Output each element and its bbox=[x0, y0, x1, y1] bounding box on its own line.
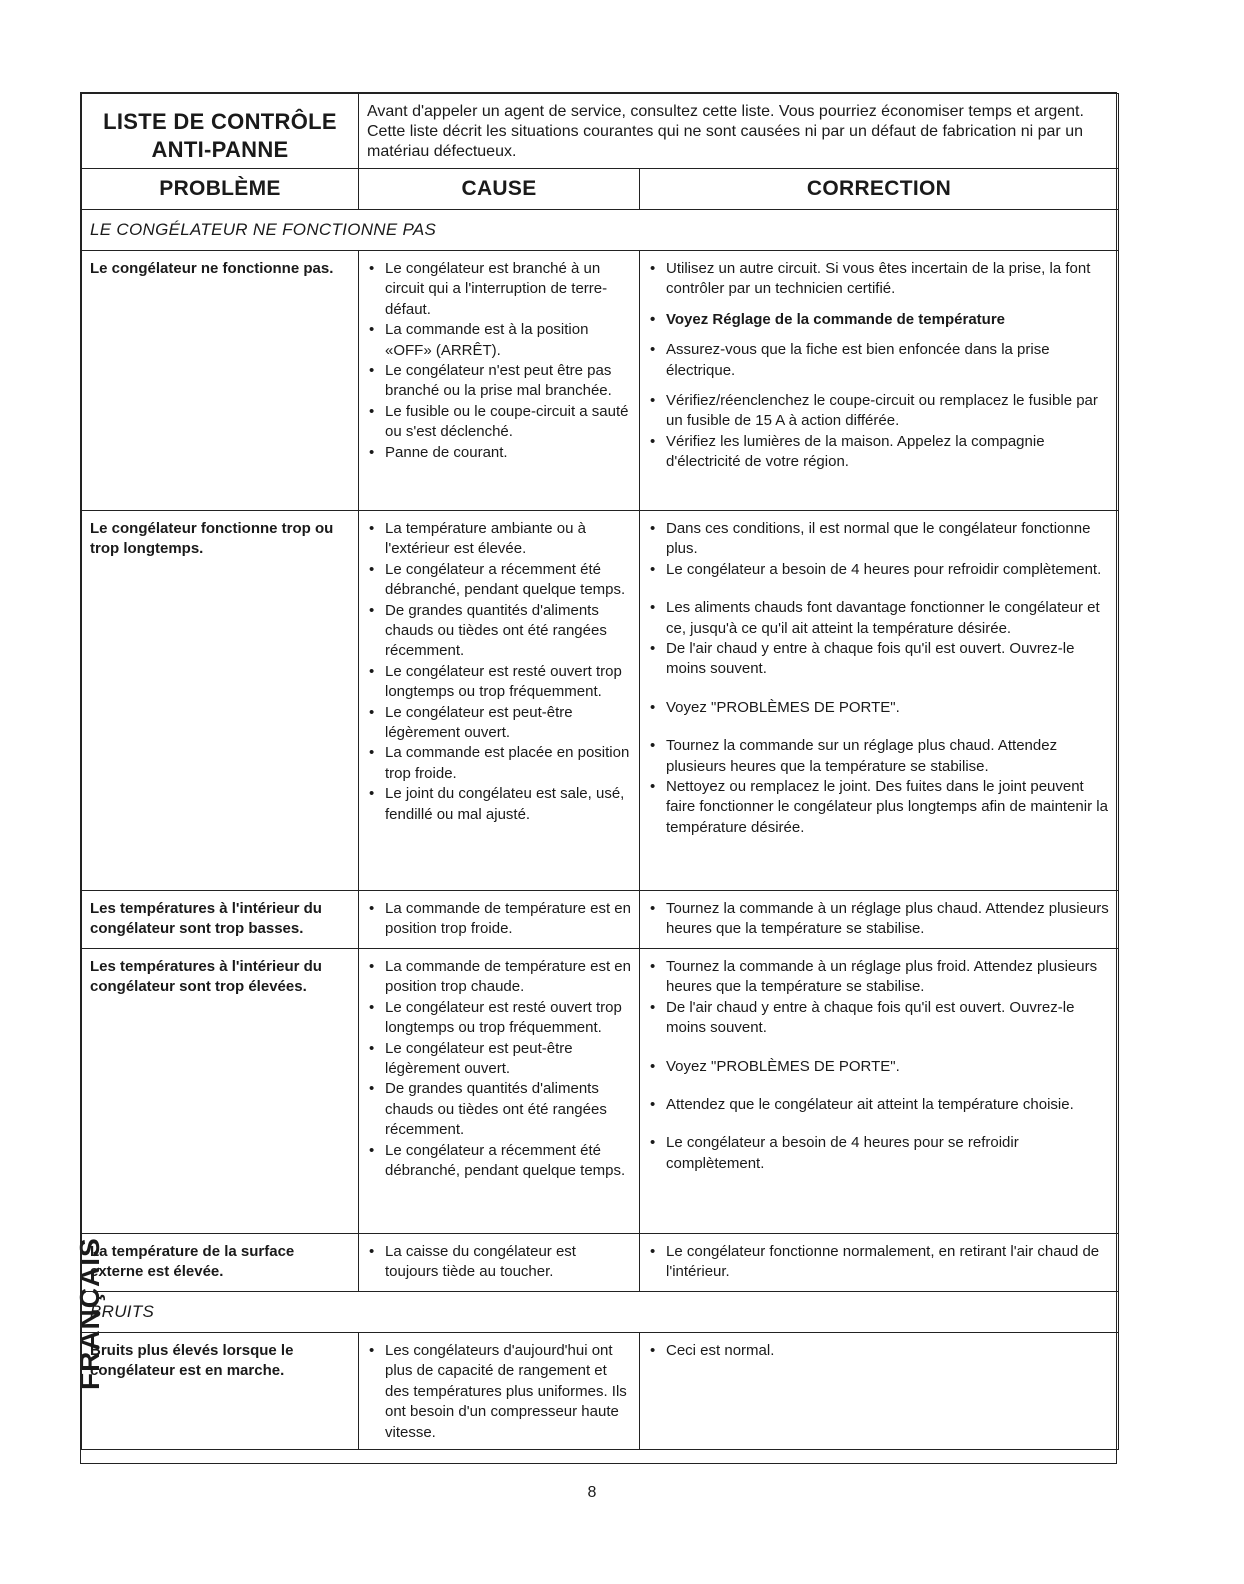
cause-item: • Le congélateur n'est peut être pas branché ou la prise mal branchée. bbox=[385, 361, 633, 402]
cause-item: • Le congélateur est resté ouvert trop longtemps ou trop fréquemment. bbox=[385, 662, 633, 703]
page-number: 8 bbox=[587, 1484, 597, 1501]
cause-item: • Panne de courant. bbox=[385, 443, 633, 463]
table-row bbox=[82, 1234, 1119, 1292]
cause-item: • Le congélateur est peut-être légèrement ouvert. bbox=[385, 1039, 633, 1080]
cause-item: • Le congélateur est branché à un circuit qui a l'interruption de terre-défaut. bbox=[385, 259, 633, 320]
intro-text: Avant d'appeler un agent de service, consultez cette liste. Vous pourriez économiser temps et argent. Cette liste décrit les situations courantes qui ne sont causées ni par un défaut de fabrication ni par un matériau défectueux. bbox=[359, 94, 1119, 169]
cause-item: • La commande est placée en position trop froide. bbox=[385, 743, 633, 784]
cause-item: • Le joint du congélateu est sale, usé, fendillé ou mal ajusté. bbox=[385, 784, 633, 825]
header-correction: CORRECTION bbox=[640, 169, 1119, 210]
correction-item: • Nettoyez ou remplacez le joint. Des fuites dans le joint peuvent faire fonctionner le congélateur plus longtemps afin de maintenir la température désirée. bbox=[666, 777, 1112, 838]
problem-cell: La température de la surface externe est élevée. bbox=[82, 1234, 359, 1292]
problem-cell: Bruits plus élevés lorsque le congélateur est en marche. bbox=[82, 1333, 359, 1450]
correction-item: • Assurez-vous que la fiche est bien enfoncée dans la prise électrique. bbox=[666, 340, 1112, 381]
header-problem: PROBLÈME bbox=[82, 169, 359, 210]
cause-item: • Le congélateur est peut-être légèrement ouvert. bbox=[385, 703, 633, 744]
correction-item: • Tournez la commande sur un réglage plus chaud. Attendez plusieurs heures que la température se stabilise. bbox=[666, 736, 1112, 777]
problem-cell: Le congélateur ne fonctionne pas. bbox=[82, 251, 359, 511]
section-row bbox=[82, 210, 1119, 251]
cause-item: • La température ambiante ou à l'extérieur est élevée. bbox=[385, 519, 633, 560]
correction-item: • De l'air chaud y entre à chaque fois qu'il est ouvert. Ouvrez-le moins souvent. bbox=[666, 998, 1112, 1039]
problem-cell: Les températures à l'intérieur du congélateur sont trop élevées. bbox=[82, 949, 359, 1234]
section-heading: BRUITS bbox=[82, 1292, 1119, 1333]
correction-item: • Utilisez un autre circuit. Si vous êtes incertain de la prise, la font contrôler par un technicien certifié. bbox=[666, 259, 1112, 300]
table-row bbox=[82, 1333, 1119, 1450]
correction-item: • Le congélateur fonctionne normalement, en retirant l'air chaud de l'intérieur. bbox=[666, 1242, 1112, 1283]
page-title bbox=[82, 94, 359, 169]
cause-cell bbox=[359, 891, 640, 949]
correction-item: • Ceci est normal. bbox=[666, 1341, 1112, 1361]
language-side-label bbox=[46, 1237, 105, 1390]
cause-item: • De grandes quantités d'aliments chauds ou tièdes ont été rangées récemment. bbox=[385, 601, 633, 662]
cause-item: • Le congélateur est resté ouvert trop longtemps ou trop fréquemment. bbox=[385, 998, 633, 1039]
table-row bbox=[82, 251, 1119, 511]
section-row bbox=[82, 1292, 1119, 1333]
table-row bbox=[82, 949, 1119, 1234]
correction-cell bbox=[640, 891, 1119, 949]
problem-cell: Le congélateur fonctionne trop ou trop longtemps. bbox=[82, 511, 359, 891]
correction-item: • Voyez Réglage de la commande de température bbox=[666, 310, 1112, 330]
correction-item: • Le congélateur a besoin de 4 heures pour refroidir complètement. bbox=[666, 560, 1112, 580]
column-header-row bbox=[82, 169, 1119, 210]
cause-item: • La commande de température est en position trop froide. bbox=[385, 899, 633, 940]
correction-item: • Tournez la commande à un réglage plus chaud. Attendez plusieurs heures que la température se stabilise. bbox=[666, 899, 1112, 940]
title-row bbox=[82, 94, 1119, 169]
cause-cell bbox=[359, 511, 640, 891]
cause-item: • La commande de température est en position trop chaude. bbox=[385, 957, 633, 998]
title-line-1: LISTE DE CONTRÔLE bbox=[103, 109, 337, 134]
side-label-text: FRANÇAIS bbox=[74, 1237, 105, 1390]
cause-cell bbox=[359, 251, 640, 511]
correction-item: • Dans ces conditions, il est normal que le congélateur fonctionne plus. bbox=[666, 519, 1112, 560]
problem-cell: Les températures à l'intérieur du congélateur sont trop basses. bbox=[82, 891, 359, 949]
cause-item: • Les congélateurs d'aujourd'hui ont plus de capacité de rangement et des températures plus uniformes. Ils ont besoin d'un compresseur haute vitesse. bbox=[385, 1341, 633, 1443]
correction-cell bbox=[640, 949, 1119, 1234]
correction-cell bbox=[640, 1234, 1119, 1292]
correction-cell bbox=[640, 251, 1119, 511]
section-heading: LE CONGÉLATEUR NE FONCTIONNE PAS bbox=[82, 210, 1119, 251]
table-row bbox=[82, 511, 1119, 891]
cause-item: • Le congélateur a récemment été débranché, pendant quelque temps. bbox=[385, 560, 633, 601]
cause-item: • Le congélateur a récemment été débranché, pendant quelque temps. bbox=[385, 1141, 633, 1182]
correction-item: • Tournez la commande à un réglage plus froid. Attendez plusieurs heures que la température se stabilise. bbox=[666, 957, 1112, 998]
table-row bbox=[82, 891, 1119, 949]
correction-item: • Attendez que le congélateur ait atteint la température choisie. bbox=[666, 1095, 1112, 1115]
correction-item: • Voyez "PROBLÈMES DE PORTE". bbox=[666, 698, 1112, 718]
correction-item: • Les aliments chauds font davantage fonctionner le congélateur et ce, jusqu'à ce qu'il ait atteint la température désirée. bbox=[666, 598, 1112, 639]
correction-cell bbox=[640, 511, 1119, 891]
correction-item: • De l'air chaud y entre à chaque fois qu'il est ouvert. Ouvrez-le moins souvent. bbox=[666, 639, 1112, 680]
cause-item: • Le fusible ou le coupe-circuit a sauté ou s'est déclenché. bbox=[385, 402, 633, 443]
header-cause: CAUSE bbox=[359, 169, 640, 210]
correction-item: • Le congélateur a besoin de 4 heures pour se refroidir complètement. bbox=[666, 1133, 1112, 1174]
cause-cell bbox=[359, 949, 640, 1234]
cause-cell bbox=[359, 1234, 640, 1292]
correction-cell bbox=[640, 1333, 1119, 1450]
correction-item: • Vérifiez les lumières de la maison. Appelez la compagnie d'électricité de votre région. bbox=[666, 432, 1112, 473]
cause-item: • La commande est à la position «OFF» (ARRÊT). bbox=[385, 320, 633, 361]
cause-item: • La caisse du congélateur est toujours tiède au toucher. bbox=[385, 1242, 633, 1283]
correction-item: • Voyez "PROBLÈMES DE PORTE". bbox=[666, 1057, 1112, 1077]
correction-item: • Vérifiez/réenclenchez le coupe-circuit ou remplacez le fusible par un fusible de 15 A à action différée. bbox=[666, 391, 1112, 432]
troubleshooting-table bbox=[80, 92, 1117, 1464]
title-line-2: ANTI-PANNE bbox=[151, 137, 289, 162]
cause-item: • De grandes quantités d'aliments chauds ou tièdes ont été rangées récemment. bbox=[385, 1079, 633, 1140]
cause-cell bbox=[359, 1333, 640, 1450]
